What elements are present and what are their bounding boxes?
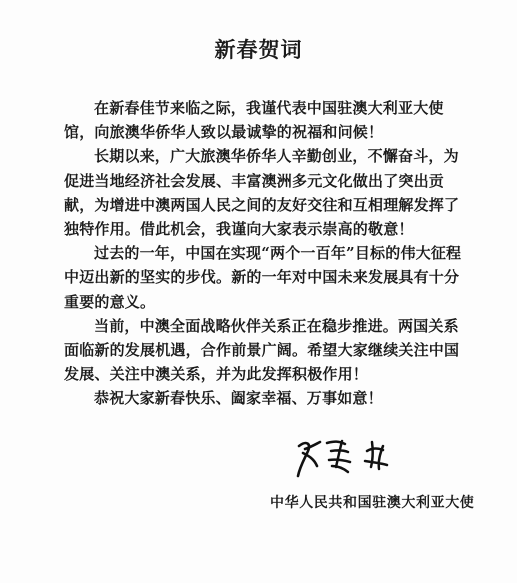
signer-title: 中华人民共和国驻澳大利亚大使 [270, 495, 475, 511]
paragraph-2: 长期以来，广大旅澳华侨华人辛勤创业，不懈奋斗，为促进当地经济社会发展、丰富澳洲多元文化做出了突出贡献，为增进中澳两国人民之间的友好交往和互相理解发挥了独特作用。借此机会，我谨向大家表示崇高的敬意！ [64, 147, 460, 239]
paragraph-3: 过去的一年，中国在实现“两个一百年”目标的伟大征程中迈出新的坚实的步伐。新的一年对中国未来发展具有十分重要的意义。 [64, 244, 462, 311]
handwritten-signature [292, 432, 412, 482]
paragraph-5: 恭祝大家新春快乐、阖家幸福、万事如意！ [94, 389, 383, 408]
paragraph-1: 在新春佳节来临之际，我谨代表中国驻澳大利亚大使馆，向旅澳华侨华人致以最诚挚的祝福和问候！ [64, 99, 444, 142]
document-title: 新春贺词 [214, 38, 303, 62]
letter-body [64, 96, 462, 411]
paragraph-4: 当前，中澳全面战略伙伴关系正在稳步推进。两国关系面临新的发展机遇，合作前景广阔。希望大家继续关注中国发展、关注中澳关系，并为此发挥积极作用！ [64, 316, 460, 384]
